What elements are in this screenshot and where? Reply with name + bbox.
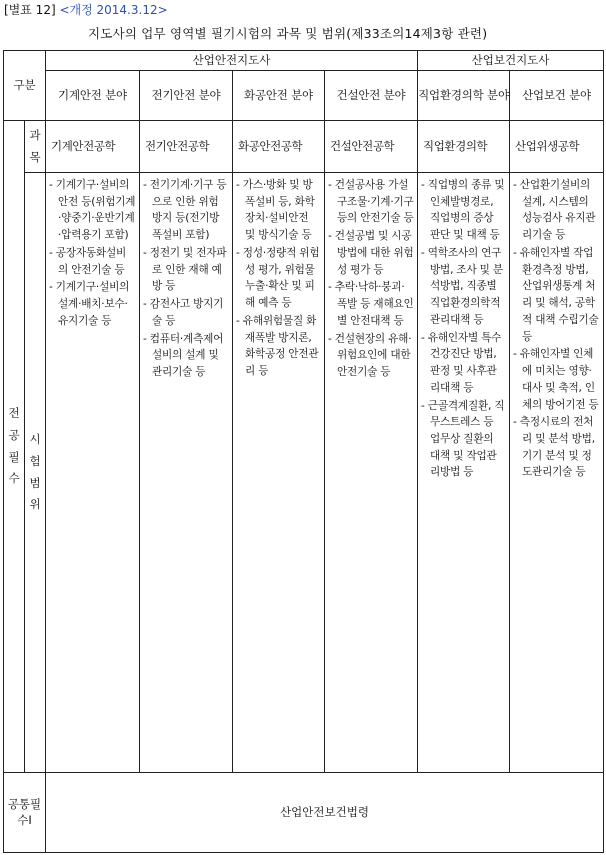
field-header-construction: 건설안전 분야 (325, 71, 418, 121)
list-item: - 공장자동화설비의 안전기술 등 (49, 246, 127, 276)
list-item: - 근골격계질환, 직무스트레스 등 업무상 질환의 대책 및 작업관리방법 등 (421, 399, 505, 479)
list-item: - 산업환기설비의 설계, 시스템의 성능검사 유지관리기술 등 (513, 179, 596, 242)
list-item: - 역학조사의 연구방법, 조사 및 분석방법, 직종별 직업환경의학적 관리대책 등 (421, 246, 503, 326)
list-item: - 추락·낙하·붕괴·폭발 등 재해요인별 안전대책 등 (328, 281, 414, 327)
field-header-occupational-medicine: 직업환경의학 분야 (418, 71, 510, 121)
division-header: 구분 (4, 51, 46, 121)
scope-chemical (233, 173, 325, 773)
field-header-mechanical: 기계안전 분야 (46, 71, 140, 121)
list-item: - 유해인자별 작업환경측정 방법, 산업위생통계 처리 및 해석, 공학적 대책 수립기술 등 (513, 246, 599, 343)
scope-mechanical (46, 173, 140, 773)
document-title: 지도사의 업무 영역별 필기시험의 과목 및 범위(제33조의14제3항 관련) (88, 26, 488, 41)
list-item: - 유해인자별 인체에 미치는 영향·대사 및 축적, 인체의 방어기전 등 (513, 348, 599, 411)
subject-occupational-medicine: 직업환경의학 (418, 121, 510, 173)
scope-industrial-hygiene (510, 173, 604, 773)
field-header-industrial-hygiene: 산업보건 분야 (510, 71, 604, 121)
group-header-safety: 산업안전지도사 (46, 51, 418, 71)
list-item: - 유해위험물질 화재폭발 방지론, 화학공정 안전관리 등 (236, 314, 319, 378)
table-header (4, 1, 168, 18)
list-item: - 감전사고 방지기술 등 (143, 298, 224, 327)
list-item: - 측정시료의 전처리 및 분석 방법, 기기 분석 및 정도관리기술 등 (513, 416, 595, 479)
subject-electrical: 전기안전공학 (140, 121, 233, 173)
list-item: - 건설현장의 유해·위험요인에 대한 안전기술 등 (328, 332, 412, 379)
common-required-subject: 산업안전보건법령 (46, 773, 604, 853)
subject-mechanical: 기계안전공학 (46, 121, 140, 173)
major-required-label: 전 공 필 수 (4, 121, 25, 773)
group-header-health: 산업보건지도사 (418, 51, 604, 71)
field-header-electrical: 전기안전 분야 (140, 71, 233, 121)
scope-electrical (140, 173, 233, 773)
scope-construction (325, 173, 418, 773)
list-item: - 건설공사용 가설구조물·기계·기구 등의 안전기술 등 (328, 179, 414, 225)
list-item: - 유해인자별 특수건강진단 방법, 판정 및 사후관리대책 등 (421, 331, 502, 394)
revision-note: <개정 2014.3.12> (59, 3, 168, 17)
subject-row-label: 과 목 (25, 121, 46, 173)
field-header-chemical: 화공안전 분야 (233, 71, 325, 121)
scope-occupational-medicine (418, 173, 510, 773)
list-item: - 기계기구·설비의 안전 등(위험기계·양중기·운반기계·압력용기 포함) (49, 179, 136, 242)
list-item: - 기계기구·설비의 설계·배치·보수·유지기술 등 (49, 281, 130, 327)
list-item: - 가스·방화 및 방폭설비 등, 화학장치·설비안전 및 방식기술 등 (236, 179, 315, 242)
list-item: - 컴퓨터·계측제어 설비의 설계 및 관리기술 등 (143, 332, 224, 379)
subject-chemical: 화공안전공학 (233, 121, 325, 173)
list-item: - 건설공법 및 시공방법에 대한 위험성 평가 등 (328, 230, 414, 276)
list-item: - 정전기 및 전자파로 인한 재해 예방 등 (143, 246, 227, 293)
table-number: [별표 12] (4, 3, 56, 17)
scope-row-label: 시 험 범 위 (25, 173, 46, 773)
subject-industrial-hygiene: 산업위생공학 (510, 121, 604, 173)
subject-construction: 건설안전공학 (325, 121, 418, 173)
list-item: - 전기기계·기구 등으로 인한 위험 방지 등(전기방폭설비 포함) (143, 179, 227, 242)
exam-subject-table (3, 50, 604, 853)
list-item: - 직업병의 종류 및 인체발병경로, 직업병의 증상 판단 및 대책 등 (421, 179, 505, 242)
list-item: - 정성·정량적 위험성 평가, 위험물 누출·확산 및 피해 예측 등 (236, 246, 320, 310)
common-required-label: 공통필수Ⅰ (4, 773, 46, 853)
